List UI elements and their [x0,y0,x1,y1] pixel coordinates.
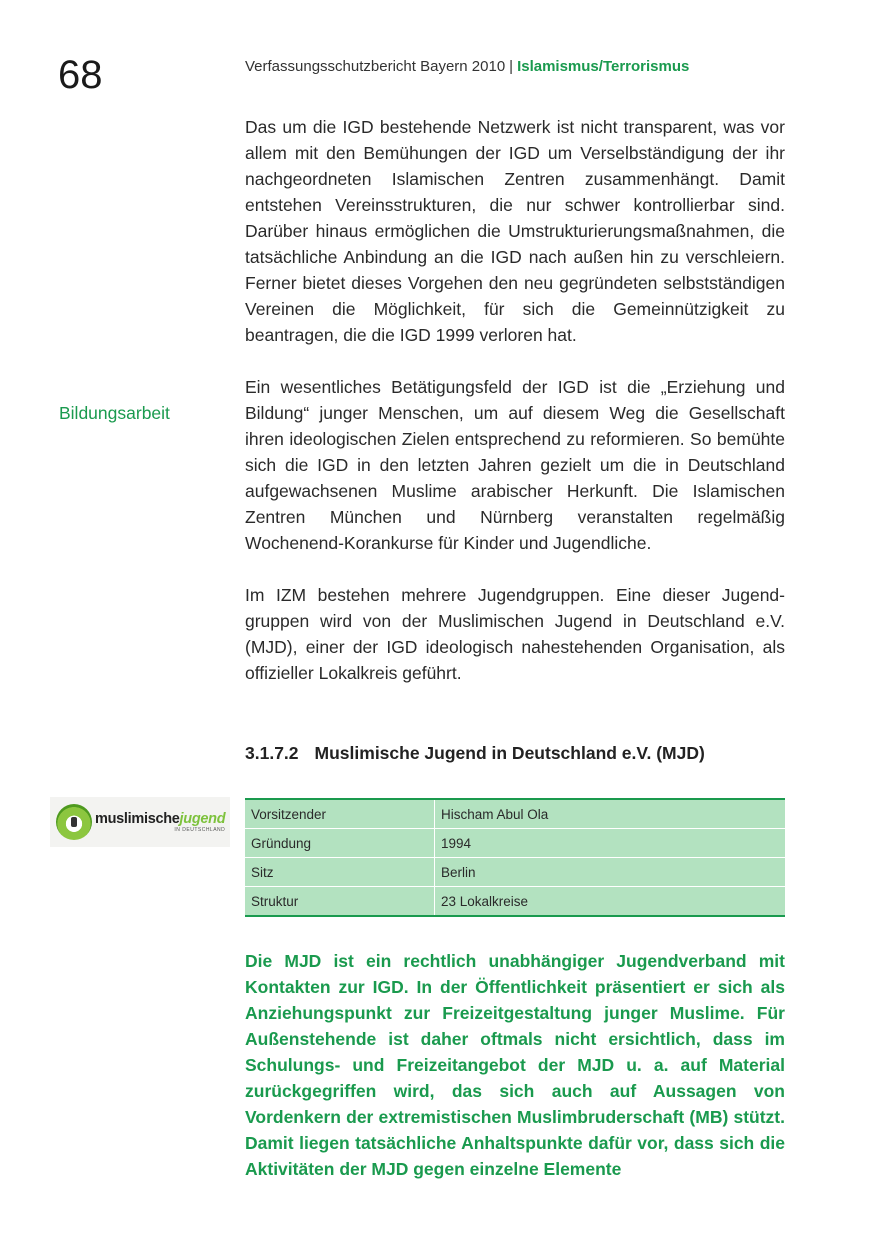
paragraph-network: Das um die IGD bestehende Netzwerk ist nicht transparent, was vor allem mit den Bemühungen der IGD um Verselbständigung der ihr nachgeordneten Islamischen Zentren zusammenhängt. Damit entstehen Vereinsstrukturen, die nur schwer kontrollierbar sind. Darüber hinaus ermöglichen die Umstrukturierungsmaßnahmen, die tatsächliche Anbindung an die IGD nach außen hin zu verschleiern. Ferner bietet dieses Vorgehen den neu gegründeten selbstständigen Vereinen die Möglichkeit, für sich die Gemeinnützigkeit zu beantragen, die die IGD 1999 verloren hat. [245,117,785,345]
section-number: 3.1.7.2 [245,743,299,763]
table-row [245,887,785,917]
logo-wordmark [95,812,225,833]
table-cell-value: 1994 [435,829,786,858]
table-row [245,799,785,829]
margin-note-bildungsarbeit: Bildungsarbeit [59,403,170,423]
paragraph-youth-groups: Im IZM bestehen mehrere Jugendgruppen. Eine dieser Jugendgruppen wird von der Muslimischen Jugend in Deutschland e.V. (MJD), einer der IGD ideologisch nahestehenden Organisation, als offizieller Lokalkreis geführt. [245,585,785,683]
logo-word-muslimische: muslimische [95,810,180,827]
table-cell-label: Struktur [245,887,435,917]
header-separator: | [509,58,514,75]
highlight-paragraph: Die MJD ist ein rechtlich unabhängiger Jugendverband mit Kontakten zur IGD. In der Öffentlichkeit präsentiert er sich als Anziehungspunkt zur Freizeitgestaltung junger Muslime. Für Außenstehende ist daher oftmals nicht ersichtlich, dass im Schulungs- und Freizeitangebot der MJD u. a. auf Material zurückgegriffen wird, das sich auch auf Aussagen von Vordenkern der extremistischen Muslimbruderschaft (MB) stützt. Damit liegen tatsächliche Anhaltspunkte dafür vor, dass sich die Aktivitäten der MJD gegen einzelne Elemente [245,951,785,1179]
section-title: Islamismus/Terrorismus [517,58,690,75]
mjd-emblem-icon [56,804,92,840]
section-heading-title: Muslimische Jugend in Deutschland e.V. (MJD) [314,743,705,763]
table-row [245,829,785,858]
table-cell-value: Berlin [435,858,786,887]
running-head [245,58,689,76]
logo-word-jugend: jugend [179,810,226,827]
logo-subtitle: IN DEUTSCHLAND [174,826,226,833]
table-cell-value: 23 Lokalkreise [435,887,786,917]
paragraph-education: Ein wesentliches Betätigungsfeld der IGD ist die „Erziehung und Bildung“ junger Menschen, um auf diesem Weg die Gesellschaft ihren ideologischen Zielen entsprechend zu reformieren. So bemühte sich die IGD in den letzten Jahren gezielt um die in Deutschland aufgewachsenen Muslime arabischer Herkunft. Die Islamischen Zentren München und Nürnberg veranstalten regelmäßig Wochenend-Korankurse für Kinder und Jugendliche. [245,377,785,553]
table-cell-label: Gründung [245,829,435,858]
mjd-logo [50,797,230,847]
facts-table [245,798,785,917]
table-cell-value: Hischam Abul Ola [441,806,549,822]
table-cell-label: Sitz [245,858,435,887]
page-number: 68 [58,53,103,97]
report-title: Verfassungsschutzbericht Bayern 2010 [245,58,506,75]
table-cell-label: Vorsitzender [245,799,435,829]
section-heading [245,742,705,764]
table-row [245,858,785,887]
